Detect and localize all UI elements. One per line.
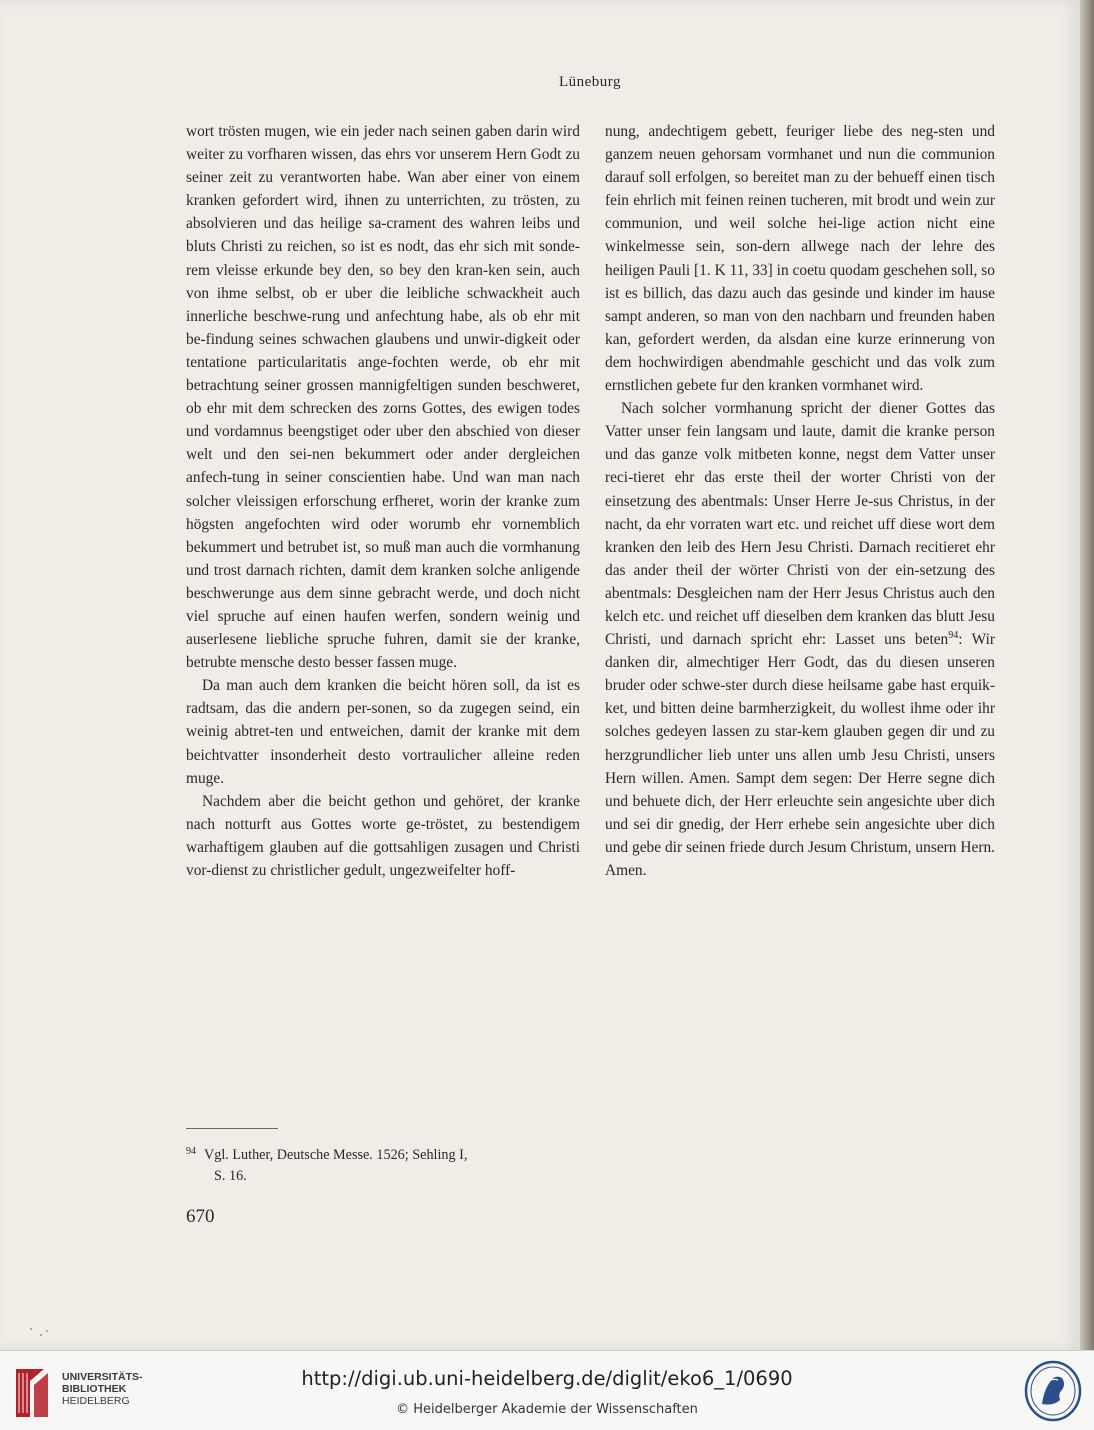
left-paragraph-3: Nachdem aber die beicht gethon und gehöret, der kranke nach notturft aus Gottes worte ge-tröstet, zu bestendigem warhaftigem glauben auf die gottsahligen zusagen und Christi vor-dienst zu christlicher gedult, ungezweifelter hoff- [186,792,580,879]
academy-seal-icon[interactable] [1024,1360,1082,1422]
footnote-text-2: S. 16. [214,1168,247,1184]
book-spine-shadow [1080,0,1094,1350]
right-paragraph-1: nung, andechtigem gebett, feuriger liebe des neg-sten und ganzem neuen gehorsam vormhanet und nun die communion darauf soll erfolgen, so bereitet man zu der behueff einen tisch fein ehrlich mit feinen reinen tucheren, mit brodt und wein zur communion, und weil solche hei-lige action nicht eine winkelmesse sein, son-dern allwege nach der lehre des heiligen Pauli [1. K 11, 33] in coetu quodam geschehen soll, so ist es billich, das dazu auch das gesinde und kinder im hause sampt anderen, so man von den nachbarn und freunden haben kan, gefordert werden, da alsdan eine kurze erinnerung von dem hochwirdigen abendmahle geschicht und das volk zum ernstlichen gebete fur den kranken vormhanet wird. [605,123,995,395]
library-line-1: UNIVERSITÄTS- [62,1371,143,1383]
permalink-url[interactable]: http://digi.ub.uni-heidelberg.de/diglit/eko6_1/0690 [301,1367,793,1390]
library-line-3: HEIDELBERG [62,1395,130,1407]
footnote-divider [186,1128,278,1129]
right-paragraph-2-part-1: Nach solcher vormhanung spricht der diener Gottes das Vatter unser fein langsam und laute, damit die kranke person und das ganze volk mitbeten konne, negst dem Vatter unser reci-tieret ehr das erste theil der worter Christi von der einsetzung des abentmals: Unser Herre Je-sus Christus, in der nacht, da ehr vorraten wart etc. und reichet uff diese wort dem kranken den leib des Hern Jesu Christi. Darnach recitieret ehr das ander theil der wörter Christi von der ein-setzung des abentmals: Desgleichen nam der Herr Jesus Christus auch den kelch etc. und reichet uff dieselben dem kranken das blutt Jesu Christi, und darnach spricht ehr: Lasset uns beten [605,400,995,649]
footnote-line-1 [186,1141,580,1166]
left-paragraph-1: wort trösten mugen, wie ein jeder nach seinen gaben darin wird weiter zu vorfharen wissen, das ehrs vor unserem Hern Godt zu seiner zeit zu verantworten habe. Wan aber einer von einem kranken gefordert wird, ihnen zu unterrichten, zu trösten, zu absolvieren und das heilige sa-crament des wahren leibs und bluts Christi zu reichen, so ist es nodt, das ehr sich mit sonde-rem vleisse erkunde bey den, so bey den kran-ken sein, auch von ihme selbst, ob er uber die leibliche schwackheit auch innerliche beschwe-rung und anfechtung habe, als ob ehr mit be-findung seines schwachen glaubens und unwir-digkeit oder tentatione particularitatis ange-fochten werde, ob ehr mit betrachtung seiner grossen mannigfeltigen sunden beschweret, ob ehr mit dem schrecken des zorns Gottes, des ewigen todes und vordamnus beengstiget oder uber den abschied von dieser welt und den sei-nen bekummert oder ander dergleichen anfech-tung in seiner conscientien habe. Und wan man nach solcher vleissigen erforschung erfheret, worin der kranke zum högsten angefochten wird oder worumb ehr vornemblich bekummert und betrubet ist, so muß man auch die vormhanung und trost darnach richten, damit dem kranken solche anligende beschwerunge aus dem sinne gebracht werde, und doch nicht viel spruche auf einen haufen werfen, sondern weinig und auserlesene liebliche spruche fuhren, damit sie der kranke, betrubte mensche desto besser fassen muge. [186,123,580,672]
copyright-notice: © Heidelberger Akademie der Wissenschaften [396,1402,698,1417]
footnote-number: 94 [186,1146,196,1157]
footnote-reference[interactable]: 94 [948,630,959,642]
left-paragraph-2: Da man auch dem kranken die beicht hören soll, da ist es radtsam, das die andern per-sonen, so da zugegen seind, ein weinig abtret-ten und entweichen, damit der kranke mit dem beichtvatter insonderheit desto vortraulicher alleine reden muge. [186,677,580,787]
footer-bar [0,1350,1094,1430]
page-number: 670 [186,1206,215,1227]
footnote [186,1141,580,1187]
right-paragraph-2 [605,397,995,882]
library-line-2: BIBLIOTHEK [62,1383,127,1395]
left-column [186,120,580,882]
right-paragraph-2-part-2: : Wir danken dir, almechtiger Herr Godt, das du diesen unseren bruder oder schwe-ster durch diese heilsame gabe hast erquik-ket, und bitten deine barmherzigkeit, du wollest ihme oder ihr solches gedeyen lassen zu star-kem glauben gegen dir und zu herzgrundlicher lieb unter uns allen umb Jesu Christi, unsers Hern willen. Amen. Sampt dem segen: Der Herre segne dich und behuete dich, der Herr erleuchte sein angesichte uber dich und sei dir gnedig, der Herr erhebe sein angesichte uber dich und gebe dir seinen friede durch Jesum Christum, unsern Hern. Amen. [605,631,995,879]
footnote-text-1: Vgl. Luther, Deutsche Messe. 1526; Sehling I, [204,1147,468,1163]
right-column [605,120,995,882]
running-head: Lüneburg [558,74,622,90]
